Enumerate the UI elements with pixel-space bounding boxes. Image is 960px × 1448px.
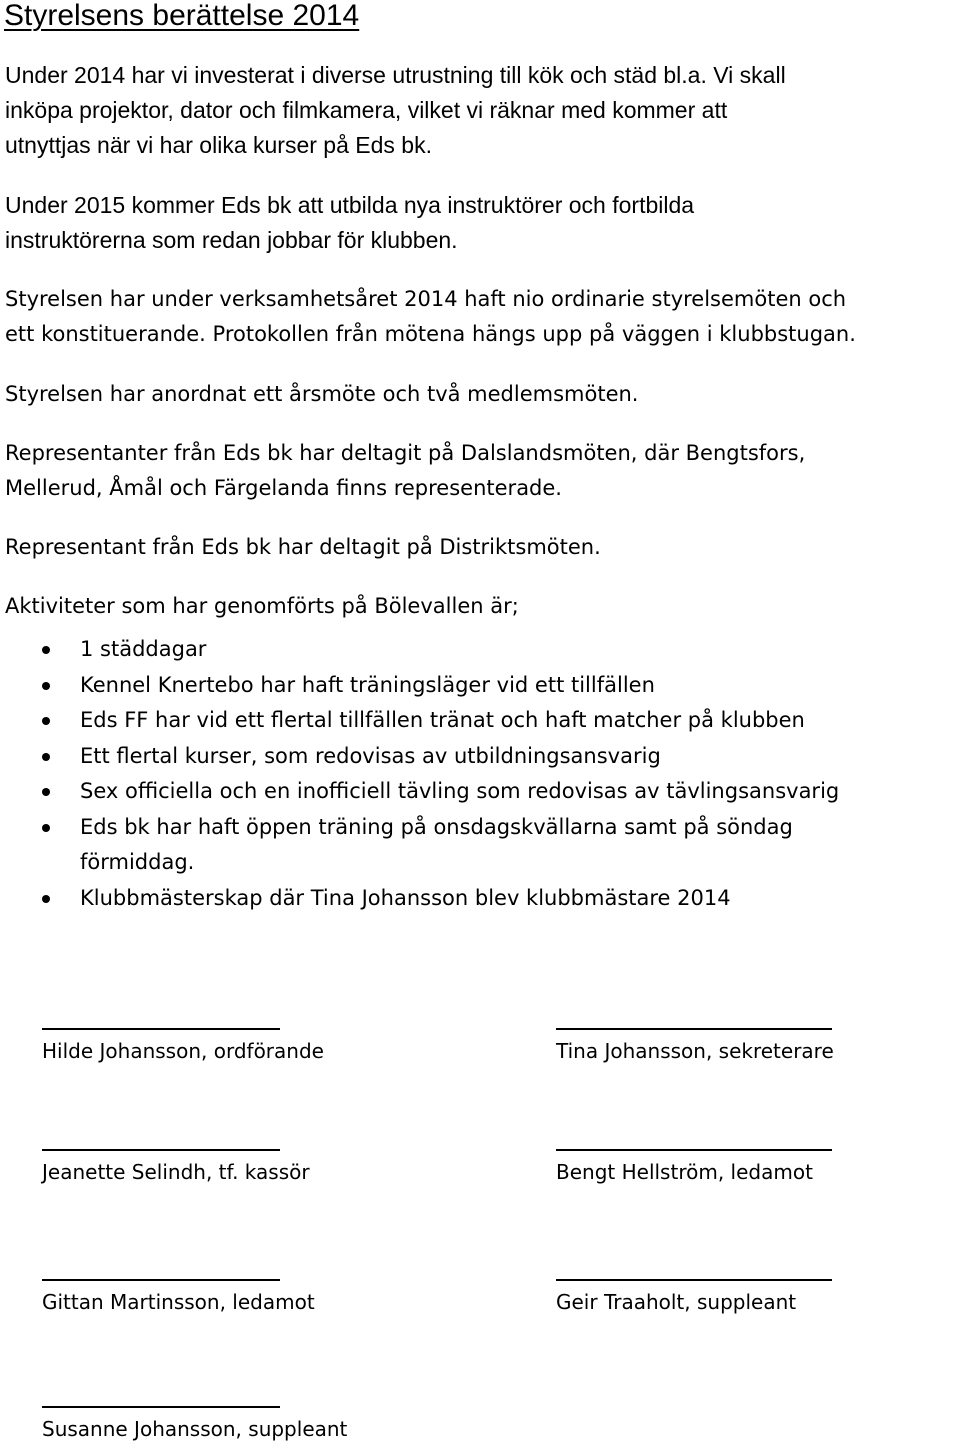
signature-line [42,1279,280,1281]
signatory-name: Geir Traaholt, suppleant [556,1290,797,1314]
bullet-icon [42,717,50,725]
signatory-name: Jeanette Selindh, tf. kassör [42,1160,310,1184]
paragraph-district [5,530,601,565]
paragraph-board-meetings [5,282,856,352]
signature-block [556,1028,886,1064]
signature-line [556,1279,832,1281]
signature-line [556,1149,832,1151]
paragraph-member-meetings [5,377,639,412]
text-line: utnyttjas när vi har olika kurser på Eds bk. [5,132,432,158]
signature-line [42,1149,280,1151]
text-line: Under 2014 har vi investerat i diverse utrustning till kök och städ bl.a. Vi skall [5,62,786,88]
bullet-icon [42,895,50,903]
activities-list [0,632,839,916]
paragraph-dalsland [5,436,805,506]
signature-block [556,1279,886,1315]
signatory-name: Hilde Johansson, ordförande [42,1039,324,1063]
list-item: Kennel Knertebo har haft träningsläger vid ett tillfällen [0,668,839,704]
text-line: instruktörerna som redan jobbar för klubben. [5,227,458,253]
bullet-icon [42,682,50,690]
text-line: Under 2015 kommer Eds bk att utbilda nya instruktörer och fortbilda [5,192,695,218]
document-title: Styrelsens berättelse 2014 [4,0,360,32]
activities-heading [5,589,519,624]
bullet-icon [42,788,50,796]
list-item: Eds FF har vid ett flertal tillfällen tränat och haft matcher på klubben [0,703,839,739]
text-line: Representant från Eds bk har deltagit på Distriktsmöten. [5,535,601,559]
list-item: Sex officiella och en inofficiell tävling som redovisas av tävlingsansvarig [0,774,839,810]
signature-line [42,1028,280,1030]
signatory-name: Bengt Hellström, ledamot [556,1160,813,1184]
bullet-icon [42,824,50,832]
list-item: Klubbmästerskap där Tina Johansson blev klubbmästare 2014 [0,881,839,917]
signature-block [42,1028,372,1064]
signature-block [42,1406,372,1442]
paragraph-equipment [5,58,786,163]
list-item: Ett flertal kurser, som redovisas av utbildningsansvarig [0,739,839,775]
list-item: 1 städdagar [0,632,839,668]
signature-line [42,1406,280,1408]
text-line: Aktiviteter som har genomförts på Bölevallen är; [5,594,519,618]
signatory-name: Susanne Johansson, suppleant [42,1417,348,1441]
text-line: Mellerud, Åmål och Färgelanda finns representerade. [5,476,562,500]
signatory-name: Tina Johansson, sekreterare [556,1039,834,1063]
signature-block [556,1149,886,1185]
signature-line [556,1028,832,1030]
text-line: inköpa projektor, dator och filmkamera, vilket vi räknar med kommer att [5,97,728,123]
bullet-icon [42,646,50,654]
text-line: Styrelsen har under verksamhetsåret 2014 haft nio ordinarie styrelsemöten och [5,287,847,311]
signatory-name: Gittan Martinsson, ledamot [42,1290,315,1314]
text-line: ett konstituerande. Protokollen från mötena hängs upp på väggen i klubbstugan. [5,322,856,346]
paragraph-instructors [5,188,694,258]
text-line: Styrelsen har anordnat ett årsmöte och två medlemsmöten. [5,382,639,406]
signature-block [42,1149,372,1185]
signature-block [42,1279,372,1315]
text-line: Representanter från Eds bk har deltagit på Dalslandsmöten, där Bengtsfors, [5,441,806,465]
list-item: Eds bk har haft öppen träning på onsdagskvällarna samt på söndag förmiddag. [0,810,839,881]
bullet-icon [42,753,50,761]
